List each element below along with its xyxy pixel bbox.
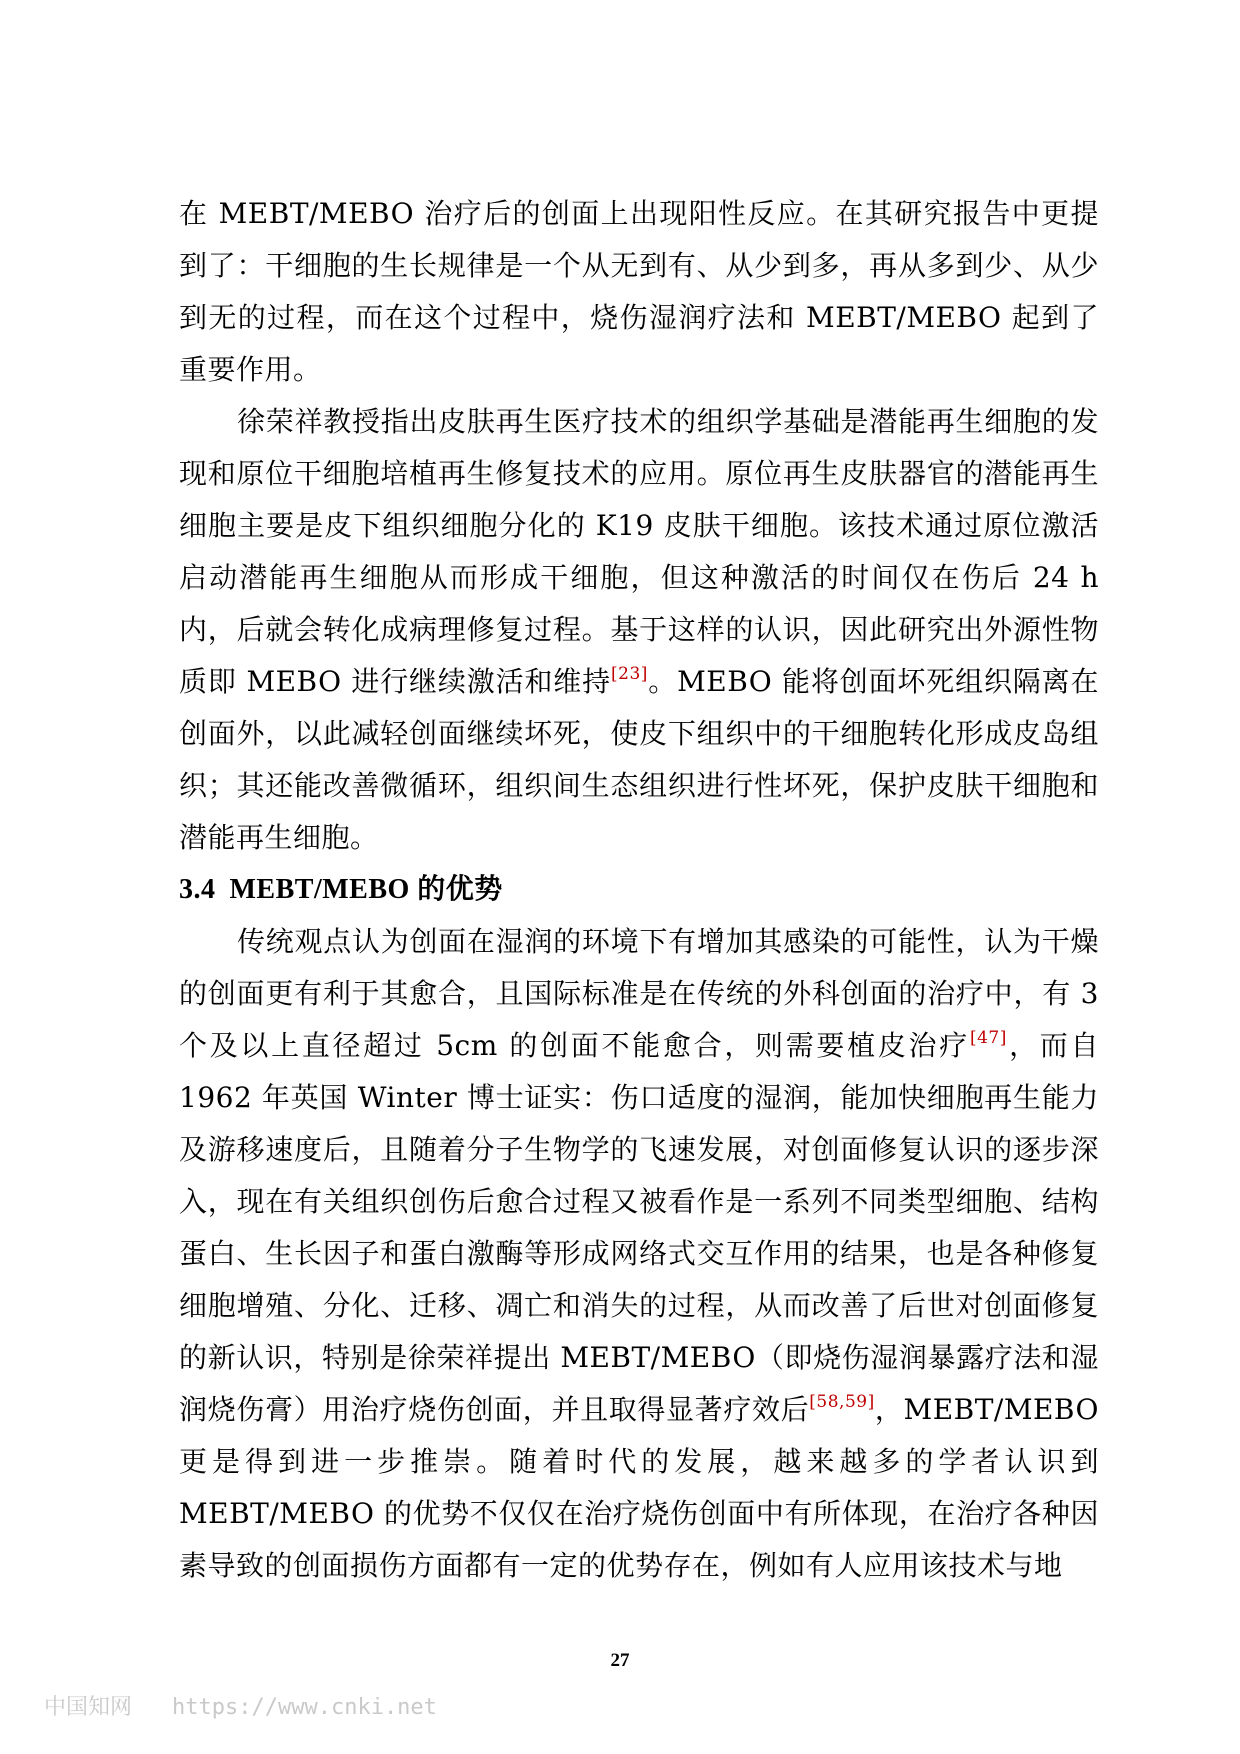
- paragraph-text: ，MEBT/MEBO 更是得到进一步推崇。随着时代的发展，越来越多的学者认识到 MEBT/MEBO 的优势不仅仅在治疗烧伤创面中有所体现，在治疗各种因素导致的创面损伤方面都有一定的优势存在，例如有人应用该技术与地: [179, 1393, 1099, 1582]
- citation-58-59[interactable]: [58,59]: [809, 1392, 875, 1412]
- paragraph-text: 传统观点认为创面在湿润的环境下有增加其感染的可能性，认为干燥的创面更有利于其愈合，且国际标准是在传统的外科创面的治疗中，有 3 个及以上直径超过 5cm 的创面不能愈合，则需要植皮治疗: [179, 925, 1099, 1062]
- page-number: 27: [610, 1650, 630, 1671]
- section-heading: [179, 864, 1099, 916]
- paragraph-text: 在 MEBT/MEBO 治疗后的创面上出现阳性反应。在其研究报告中更提到了：干细胞的生长规律是一个从无到有、从少到多，再从多到少、从少到无的过程，而在这个过程中，烧伤湿润疗法和 MEBT/MEBO 起到了重要作用。: [179, 197, 1099, 386]
- paragraph-advantages: [179, 916, 1099, 1592]
- section-number: 3.4: [179, 874, 216, 905]
- paragraph-text: 徐荣祥教授指出皮肤再生医疗技术的组织学基础是潜能再生细胞的发现和原位干细胞培植再生修复技术的应用。原位再生皮肤器官的潜能再生细胞主要是皮下组织细胞分化的 K19 皮肤干细胞。该技术通过原位激活启动潜能再生细胞从而形成干细胞，但这种激活的时间仅在伤后 24 h 内，后就会转化成病理修复过程。基于这样的认识，因此研究出外源性物质即 MEBO 进行继续激活和维持: [179, 405, 1099, 698]
- watermark-name: 中国知网: [44, 1695, 133, 1720]
- cnki-watermark: [44, 1690, 437, 1721]
- paragraph-continuation: [179, 188, 1099, 396]
- citation-47[interactable]: [47]: [969, 1028, 1007, 1048]
- page-body: [179, 188, 1099, 1592]
- section-title: MEBT/MEBO 的优势: [229, 874, 503, 905]
- citation-23[interactable]: [23]: [611, 664, 648, 684]
- paragraph-in-situ-regeneration: [179, 396, 1099, 864]
- watermark-url: https://www.cnki.net: [172, 1695, 437, 1720]
- paragraph-text: ，而自 1962 年英国 Winter 博士证实：伤口适度的湿润，能加快细胞再生能力及游移速度后，且随着分子生物学的飞速发展，对创面修复认识的逐步深入，现在有关组织创伤后愈合过程又被看作是一系列不同类型细胞、结构蛋白、生长因子和蛋白激酶等形成网络式交互作用的结果，也是各种修复细胞增殖、分化、迁移、凋亡和消失的过程，从而改善了后世对创面修复的新认识，特别是徐荣祥提出 MEBT/MEBO（即烧伤湿润暴露疗法和湿润烧伤膏）用治疗烧伤创面，并且取得显著疗效后: [179, 1029, 1099, 1426]
- paragraph-text: 。MEBO 能将创面坏死组织隔离在创面外，以此减轻创面继续坏死，使皮下组织中的干细胞转化形成皮岛组织；其还能改善微循环，组织间生态组织进行性坏死，保护皮肤干细胞和潜能再生细胞。: [179, 665, 1099, 854]
